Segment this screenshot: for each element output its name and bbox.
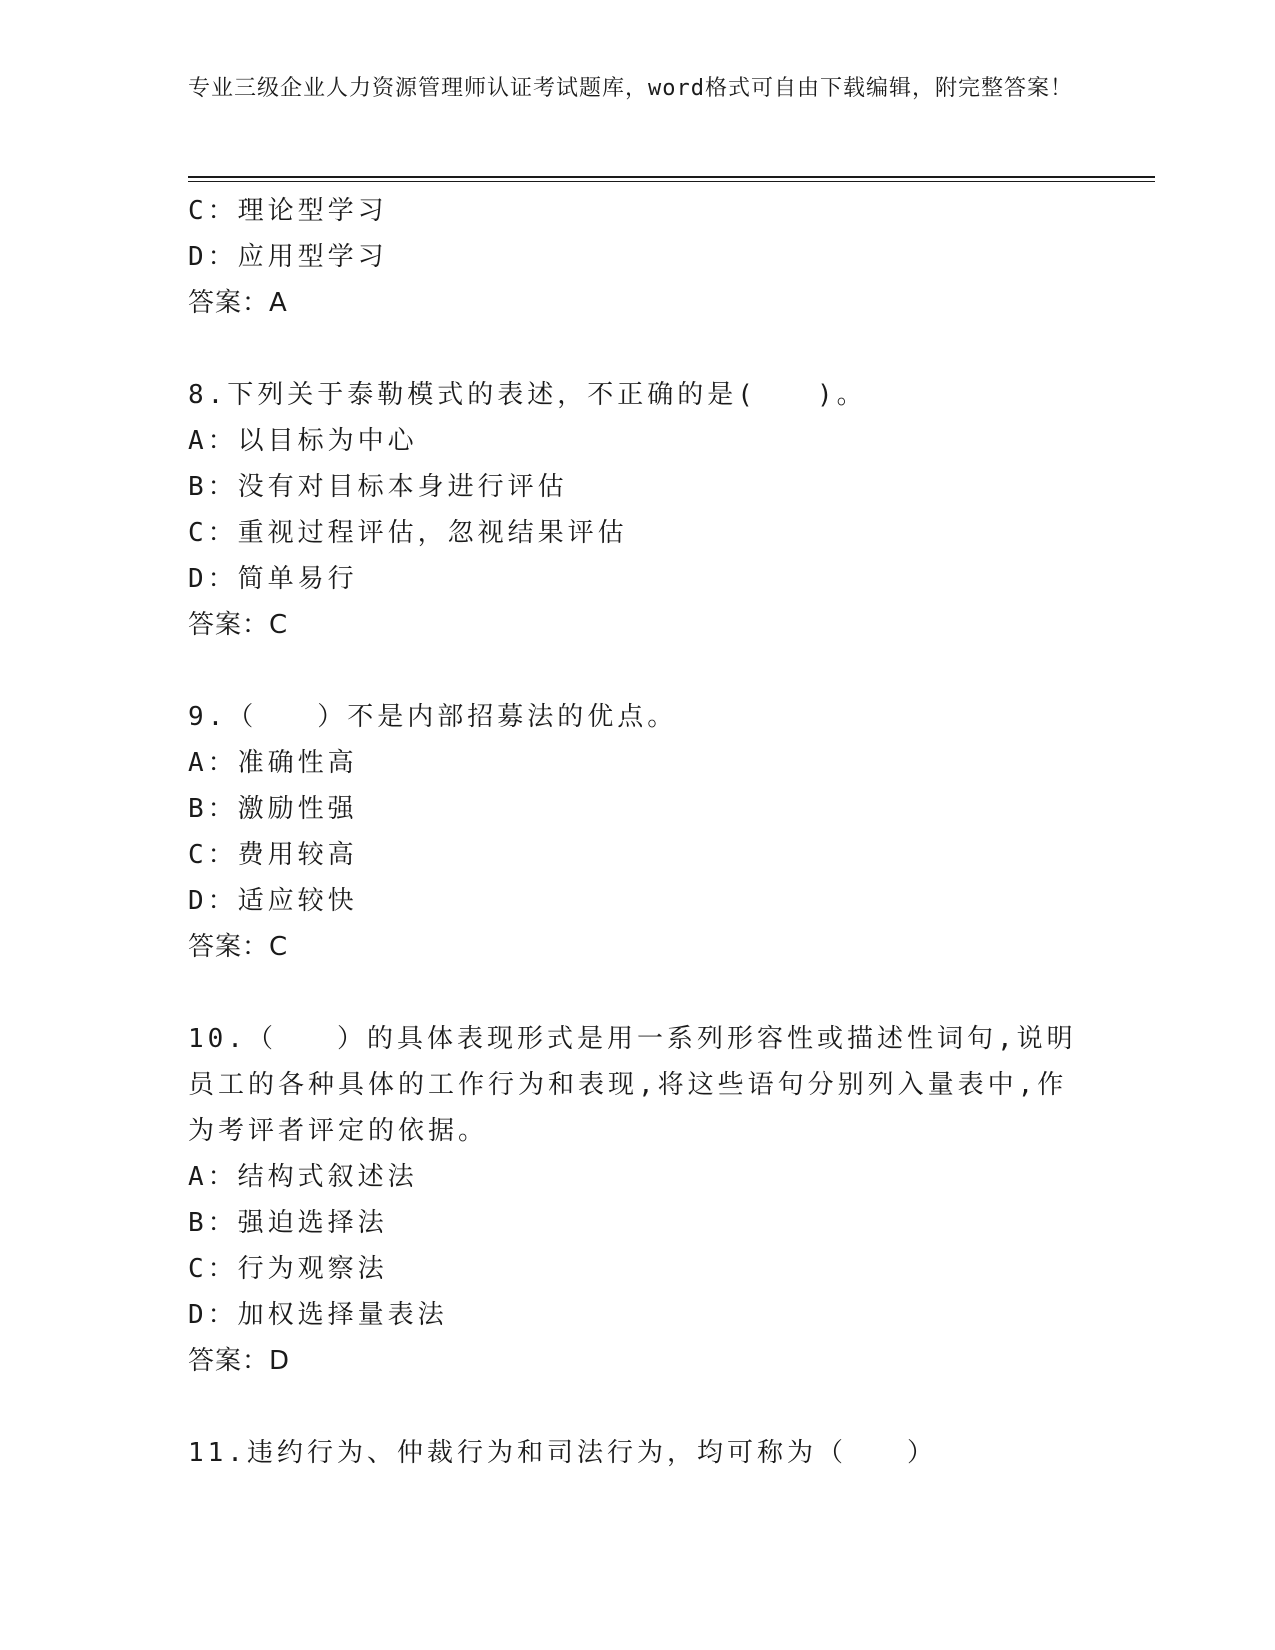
q10-stem: 10.（ ）的具体表现形式是用一系列形容性或描述性词句,说明员工的各种具体的工作行为和表现,将这些语句分别列入量表中,作为考评者评定的依据。 xyxy=(188,1024,1077,1146)
q8-option-b: B：没有对目标本身进行评估 xyxy=(188,472,568,502)
spacer xyxy=(188,970,1088,1016)
header-divider-thin xyxy=(188,181,1155,182)
q10-option-d: D：加权选择量表法 xyxy=(188,1300,448,1330)
q9-stem: 9.（ ）不是内部招募法的优点。 xyxy=(188,702,678,732)
q10-option-c: C：行为观察法 xyxy=(188,1254,388,1284)
q8-option-c: C：重视过程评估，忽视结果评估 xyxy=(188,518,628,548)
q10-answer: 答案：D xyxy=(188,1346,291,1376)
q11-stem: 11.违约行为、仲裁行为和司法行为，均可称为（ ） xyxy=(188,1438,937,1468)
q10-option-a: A：结构式叙述法 xyxy=(188,1162,418,1192)
q9-option-d: D：适应较快 xyxy=(188,886,358,916)
q8-stem: 8.下列关于泰勒模式的表述，不正确的是( )。 xyxy=(188,380,867,410)
q9-answer: 答案：C xyxy=(188,932,289,962)
prev-option-c: C：理论型学习 xyxy=(188,196,388,226)
prev-answer: 答案：A xyxy=(188,288,288,318)
q8-answer: 答案：C xyxy=(188,610,289,640)
q8-option-d: D：简单易行 xyxy=(188,564,358,594)
q9-option-b: B：激励性强 xyxy=(188,794,358,824)
page-header: 专业三级企业人力资源管理师认证考试题库，word格式可自由下载编辑，附完整答案！ xyxy=(188,76,1073,101)
q9-option-a: A：准确性高 xyxy=(188,748,358,778)
q10-option-b: B：强迫选择法 xyxy=(188,1208,388,1238)
spacer xyxy=(188,648,1088,694)
q8-option-a: A：以目标为中心 xyxy=(188,426,418,456)
prev-option-d: D：应用型学习 xyxy=(188,242,388,272)
question-list xyxy=(188,188,1088,1476)
spacer xyxy=(188,1384,1088,1430)
header-divider-thick xyxy=(188,176,1155,178)
spacer xyxy=(188,326,1088,372)
q9-option-c: C：费用较高 xyxy=(188,840,358,870)
